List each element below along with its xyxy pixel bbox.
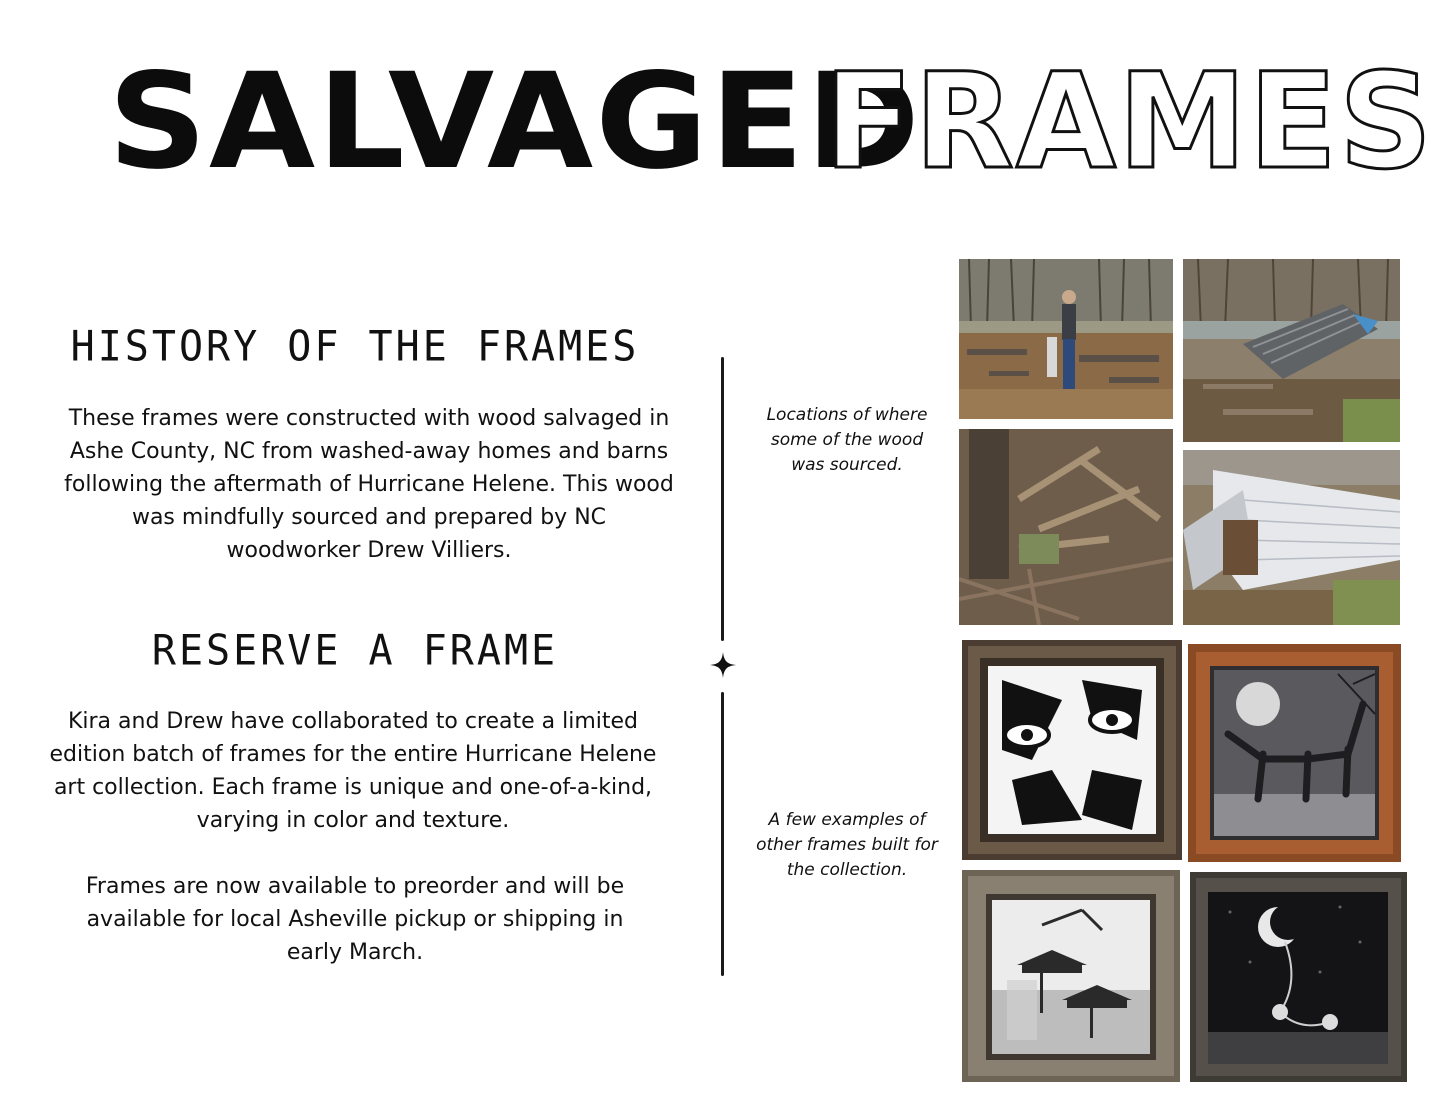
photo-damaged-house: [1183, 450, 1400, 625]
photo-tree-debris-pile: [959, 429, 1173, 625]
frame-example-moon-swing: [1190, 872, 1407, 1082]
reserve-heading: RESERVE A FRAME: [151, 626, 559, 676]
frame-example-faces-hands: [962, 640, 1182, 860]
divider-line-bottom: [721, 692, 724, 976]
photo-collapsed-roof: [1183, 259, 1400, 442]
reserve-paragraph-2: Frames are now available to preorder and will be available for local Asheville pickup or shipping in early March.: [85, 874, 625, 965]
page-title: [108, 45, 1435, 199]
reserve-paragraph-1: Kira and Drew have collaborated to create a limited edition batch of frames for the entire Hurricane Helene art collection. Each frame is unique and one-of-a-kind, varying in color and texture.: [49, 709, 657, 833]
frame-example-moon-dancers: [1188, 644, 1401, 862]
caption-frame-examples: A few examples of other frames built for the collection.: [756, 810, 938, 880]
photo-man-in-debris-field: [959, 259, 1173, 419]
frame-example-floating-houses: [962, 870, 1180, 1082]
title-word-frames: FRAMES: [824, 45, 1435, 199]
sparkle-icon: [710, 652, 736, 678]
history-paragraph: These frames were constructed with wood salvaged in Ashe County, NC from washed-away homes and barns following the aftermath of Hurricane Helene. This wood was mindfully sourced and prepared by NC woodworker Drew Villiers.: [64, 406, 674, 563]
caption-wood-sources: Locations of where some of the wood was sourced.: [766, 405, 928, 475]
title-word-salvaged: SALVAGED: [108, 45, 922, 199]
divider-line-top: [721, 357, 724, 641]
history-heading: HISTORY OF THE FRAMES: [70, 322, 640, 372]
